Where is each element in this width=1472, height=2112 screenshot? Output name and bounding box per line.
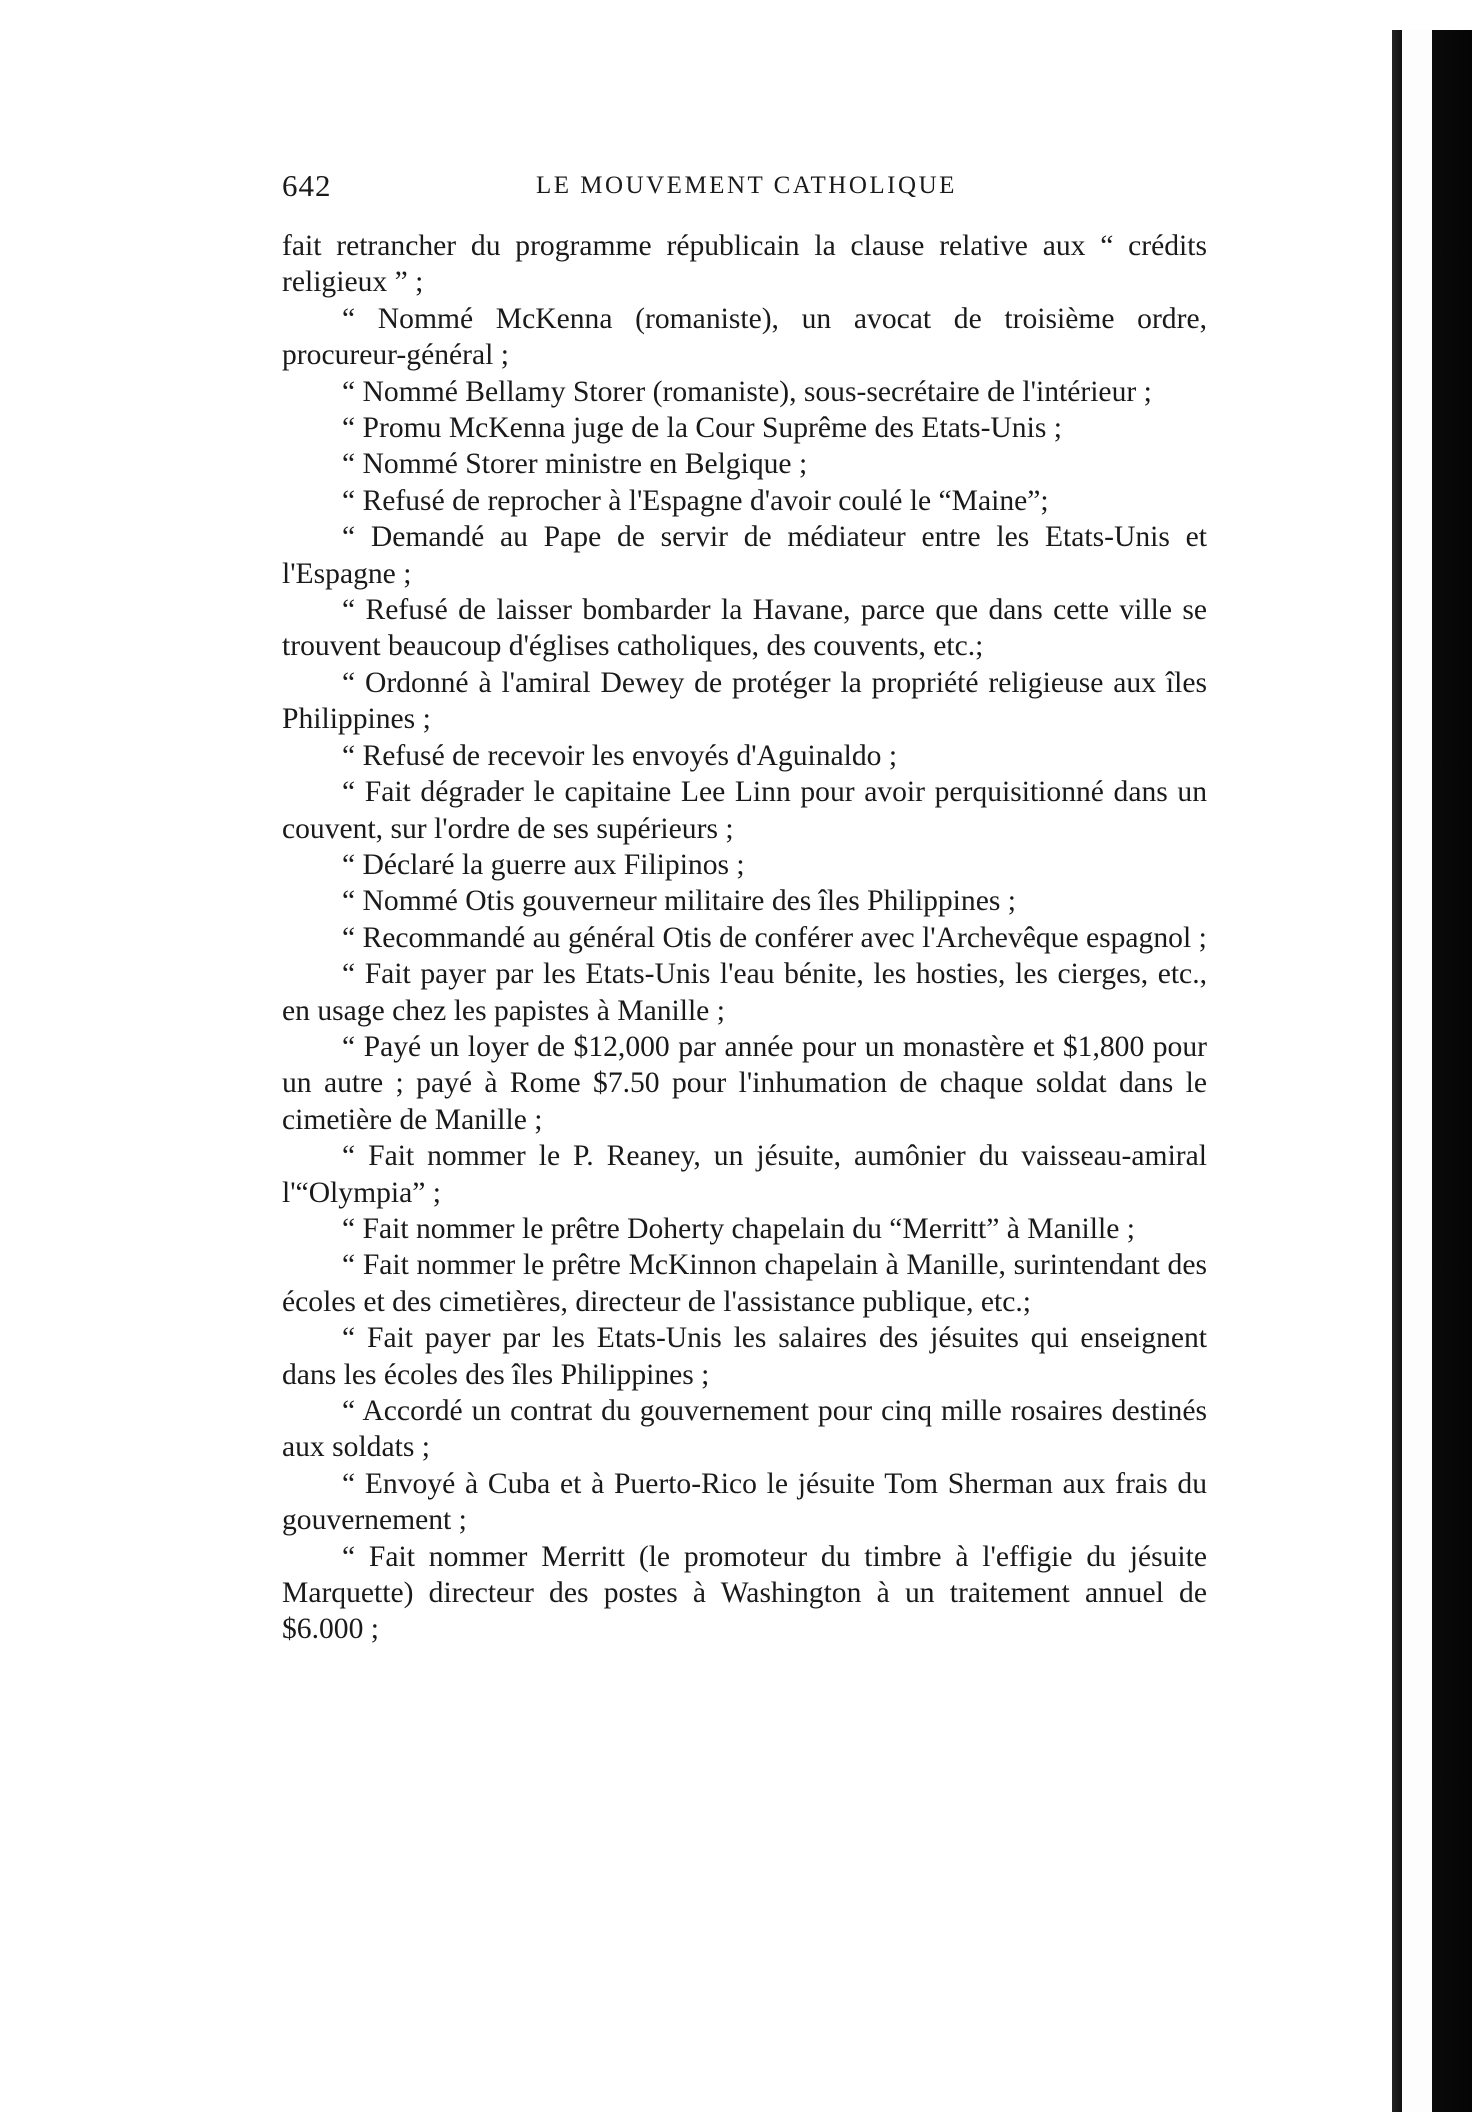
paragraph: “ Refusé de laisser bombarder la Havane, parce que dans cette ville se trouvent beaucoup d'églises catholiques, des couvents, etc.;	[282, 594, 1207, 663]
paragraph: “ Nommé Storer ministre en Belgique ;	[342, 448, 808, 481]
paragraph: “ Recommandé au général Otis de conférer avec l'Archevêque espagnol ;	[342, 921, 1207, 954]
paragraph: “ Fait payer par les Etats-Unis l'eau bénite, les hosties, les cierges, etc., en usage chez les papistes à Manille ;	[282, 958, 1207, 1027]
paragraph: “ Fait nommer Merritt (le promoteur du timbre à l'effigie du jésuite Marquette) directeur des postes à Washington à un traitement annuel de $6.000 ;	[282, 1540, 1207, 1646]
paragraph: “ Nommé McKenna (romaniste), un avocat de troisième ordre, procureur-général ;	[282, 302, 1207, 372]
paragraph: “ Envoyé à Cuba et à Puerto-Rico le jésuite Tom Sherman aux frais du gouvernement ;	[282, 1467, 1207, 1537]
paragraph: “ Refusé de recevoir les envoyés d'Aguinaldo ;	[342, 739, 898, 772]
running-title: LE MOUVEMENT CATHOLIQUE	[536, 172, 957, 199]
paragraph: “ Ordonné à l'amiral Dewey de protéger la propriété religieuse aux îles Philippines ;	[282, 666, 1207, 736]
paragraph: “ Fait nommer le prêtre McKinnon chapelain à Manille, surintendant des écoles et des cimetières, directeur de l'assistance publique, etc.;	[282, 1249, 1207, 1318]
paragraph: “ Fait nommer le P. Reaney, un jésuite, aumônier du vaisseau-amiral l'“Olympia” ;	[282, 1140, 1207, 1209]
paragraph: “ Accordé un contrat du gouvernement pour cinq mille rosaires destinés aux soldats ;	[282, 1395, 1207, 1464]
page-edge-shadow	[1376, 30, 1472, 2112]
paragraph: “ Promu McKenna juge de la Cour Suprême des Etats-Unis ;	[342, 412, 1062, 445]
running-head	[282, 168, 1212, 208]
page-number: 642	[282, 168, 332, 203]
paragraph: “ Fait dégrader le capitaine Lee Linn pour avoir perquisitionné dans un couvent, sur l'ordre de ses supérieurs ;	[282, 776, 1207, 845]
body-text	[282, 228, 1207, 1648]
paragraph: “ Nommé Bellamy Storer (romaniste), sous-secrétaire de l'intérieur ;	[342, 375, 1152, 408]
paragraph: “ Fait payer par les Etats-Unis les salaires des jésuites qui enseignent dans les écoles des îles Philippines ;	[282, 1322, 1207, 1391]
paragraph: “ Nommé Otis gouverneur militaire des îles Philippines ;	[342, 885, 1016, 918]
paragraph: “ Refusé de reprocher à l'Espagne d'avoir coulé le “Maine”;	[342, 484, 1049, 517]
paragraph: “ Fait nommer le prêtre Doherty chapelain du “Merritt” à Manille ;	[342, 1212, 1135, 1245]
paragraph: “ Payé un loyer de $12,000 par année pour un monastère et $1,800 pour un autre ; payé à Rome $7.50 pour l'inhumation de chaque soldat dans le cimetière de Manille ;	[282, 1030, 1207, 1136]
paragraph: “ Demandé au Pape de servir de médiateur entre les Etats-Unis et l'Espagne ;	[282, 521, 1207, 590]
paragraph: “ Déclaré la guerre aux Filipinos ;	[342, 848, 745, 881]
paragraph: fait retrancher du programme républicain la clause relative aux “ crédits religieux ” ;	[282, 230, 1207, 299]
